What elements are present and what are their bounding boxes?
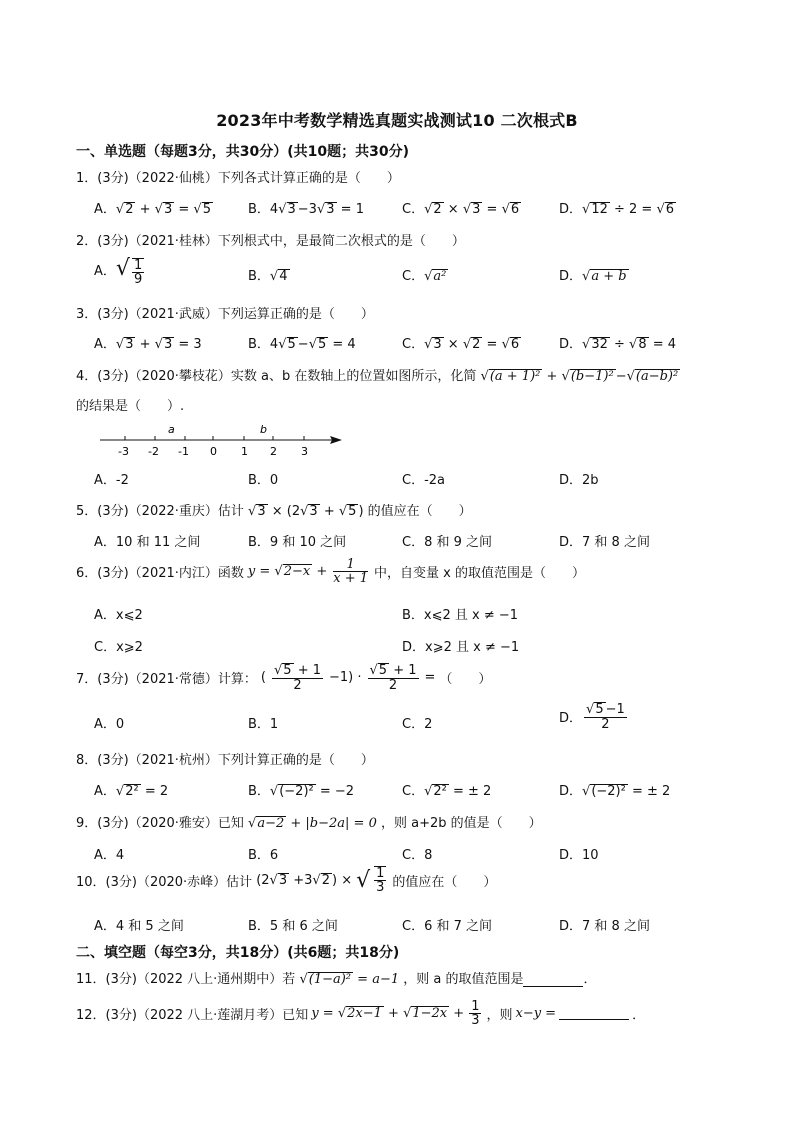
q5-option-b[interactable]: B．9 和 10 之间 [248,535,347,550]
question-3-stem: 3．(3分)（2021·武威）下列运算正确的是（ ） [76,307,374,322]
q5-option-a[interactable]: A．10 和 11 之间 [94,535,201,550]
q2-option-c[interactable]: C．√a² [402,269,447,284]
q3-option-c[interactable]: C．√3 × √2 = √6 [402,337,520,352]
q1-option-c[interactable]: C．√2 × √3 = √6 [402,202,520,217]
q5-option-d[interactable]: D．7 和 8 之间 [559,535,650,550]
question-5-stem: 5．(3分)（2022·重庆）估计 √3 × (2√3 + √5 ) 的值应在（ ） [76,504,472,519]
number-line-ticks [125,436,304,440]
question-4-stem: 4．(3分)（2020·攀枝花）实数 a、b 在数轴上的位置如图所示，化简 √(a + 1)² + √(b−1)² −√(a−b)² [76,369,679,384]
q9-option-b[interactable]: B．6 [248,848,279,863]
tick-label: 1 [241,445,248,458]
q6-option-a[interactable]: A．x⩽2 [94,608,143,623]
q6-option-d[interactable]: D．x⩾2 且 x ≠ −1 [402,640,520,655]
q10-option-c[interactable]: C．6 和 7 之间 [402,919,493,934]
q3-option-a[interactable]: A．√3 + √3 = 3 [94,337,202,352]
q6-option-b[interactable]: B．x⩽2 且 x ≠ −1 [402,608,519,623]
q8-option-a[interactable]: A．√2² = 2 [94,784,169,799]
q7-option-c[interactable]: C．2 [402,717,433,732]
q2-option-b[interactable]: B．√4 [248,269,288,284]
tick-label: -2 [148,445,159,458]
q5-option-c[interactable]: C．8 和 9 之间 [402,535,493,550]
q4-option-c[interactable]: C．-2a [402,473,446,488]
q8-option-b[interactable]: B．√(−2)² = −2 [248,784,355,799]
q6-option-c[interactable]: C．x⩾2 [94,640,143,655]
question-10-stem: 10．(3分)（2020·赤峰）估计 (2√3 +3√2 ) × √ $\frac{1}{3}$ 的值应在（ ） [76,866,497,895]
section-heading-choice: 一、单选题（每题3分，共30分）(共10题；共30分) [76,144,409,160]
question-7-stem: 7．(3分)（2021·常德）计算： ( $\frac{√5 + 1}{2}$ −1) · $\frac{√5 + 1}{2}$ = （ ） [76,663,492,693]
question-1-stem: 1．(3分)（2022·仙桃）下列各式计算正确的是（ ） [76,171,400,186]
q2-option-a[interactable]: A．√ $\frac{1}{9}$ [94,256,143,287]
question-6-stem: 6．(3分)（2021·内江）函数 y = √2−x + $\frac{1}{x + 1}$ 中，自变量 x 的取值范围是（ ） [76,557,585,586]
q3-option-d[interactable]: D．√32 ÷ √8 = 4 [559,337,677,352]
q1-option-a[interactable]: A．√2 + √3 = √5 [94,202,211,217]
question-8-stem: 8．(3分)（2021·杭州）下列计算正确的是（ ） [76,753,374,768]
question-2-stem: 2．(3分)（2021·桂林）下列根式中，是最简二次根式的是（ ） [76,234,465,249]
q10-option-a[interactable]: A．4 和 5 之间 [94,919,184,934]
q4-option-a[interactable]: A．-2 [94,473,129,488]
q8-option-d[interactable]: D．√(−2)² = ± 2 [559,784,671,799]
section-heading-fill: 二、填空题（每空3分，共18分）(共6题；共18分) [76,945,400,961]
q10-option-d[interactable]: D．7 和 8 之间 [559,919,650,934]
q2-option-d[interactable]: D．√a + b [559,269,627,284]
question-12-stem: 12．(3分)（2022 八上·莲湖月考）已知 y = √2x−1 + √1−2x + $\frac{1}{3}$ ，则 x−y = ． [76,999,646,1028]
q9-option-c[interactable]: C．8 [402,848,433,863]
q7-option-d[interactable]: D． $\frac{√5 -1}{2}$ [559,702,625,732]
q8-option-c[interactable]: C．√2² = ± 2 [402,784,492,799]
question-9-stem: 9．(3分)（2020·雅安）已知 √a−2 + |b−2a| = 0 ，则 a+2b 的值是（ ） [76,816,542,831]
q4-option-b[interactable]: B．0 [248,473,279,488]
answer-blank[interactable] [523,974,583,987]
q9-option-d[interactable]: D．10 [559,848,599,863]
point-b-label: b [260,423,267,436]
page-title: 2023年中考数学精选真题实战测试10 二次根式B [216,111,578,130]
q9-option-a[interactable]: A．4 [94,848,125,863]
tick-label: 3 [301,445,308,458]
point-a-label: a [168,423,175,436]
tick-label: -1 [178,445,189,458]
answer-blank[interactable] [559,1007,629,1020]
q1-option-d[interactable]: D．√12 ÷ 2 = √6 [559,202,675,217]
question-4-stem-cont: 的结果是（ ）. [76,399,185,414]
tick-label: 2 [270,445,277,458]
q4-option-d[interactable]: D．2b [559,473,599,488]
q3-option-b[interactable]: B．4√5 −√5 = 4 [248,337,356,352]
q7-option-a[interactable]: A．0 [94,717,125,732]
tick-label: 0 [210,445,217,458]
q1-option-b[interactable]: B．4√3 −3√3 = 1 [248,202,364,217]
q10-option-b[interactable]: B．5 和 6 之间 [248,919,338,934]
tick-label: -3 [118,445,129,458]
number-line-figure [96,420,346,460]
q7-option-b[interactable]: B．1 [248,717,279,732]
question-11-stem: 11．(3分)（2022 八上·通州期中）若 √(1−a)² = a−1 ，则 a 的取值范围是 ． [76,972,597,987]
